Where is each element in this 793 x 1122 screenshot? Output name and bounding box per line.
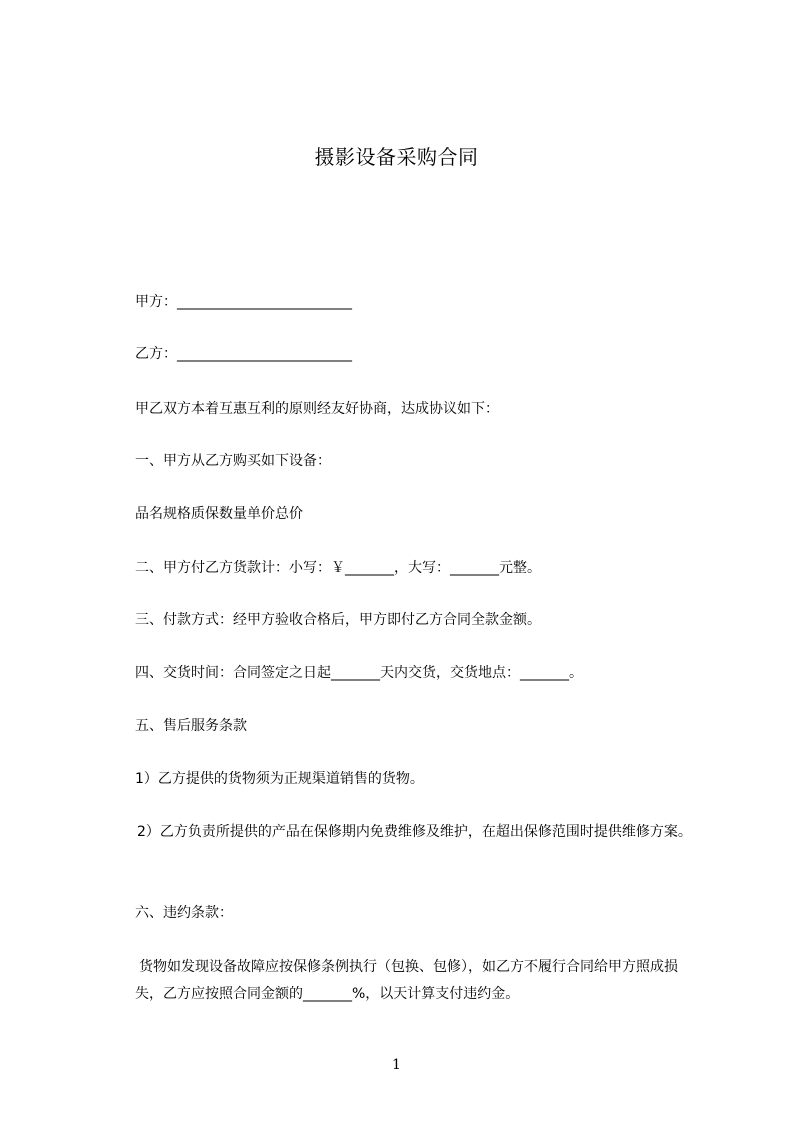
page-number: 1 [392, 1057, 401, 1073]
clause-5-item-2: 2）乙方负责所提供的产品在保修期内免费维修及维护，在超出保修范围时提供维修方案。 [137, 824, 692, 840]
party-b-line: 乙方：_________________________ [135, 346, 352, 362]
party-a-line: 甲方：_________________________ [135, 294, 352, 310]
clause-4-delivery: 四、交货时间：合同签定之日起_______天内交货，交货地点：_______。 [135, 665, 583, 681]
clause-1-heading: 一、甲方从乙方购买如下设备： [135, 453, 331, 469]
contract-title: 摄影设备采购合同 [314, 145, 479, 169]
clause-6-heading: 六、违约条款： [135, 905, 233, 921]
clause-5-item-1: 1）乙方提供的货物须为正规渠道销售的货物。 [135, 771, 424, 787]
clause-5-heading: 五、售后服务条款 [135, 718, 247, 734]
agreement-intro: 甲乙双方本着互惠互利的原则经友好协商，达成协议如下： [135, 401, 499, 417]
clause-3-payment-method: 三、付款方式：经甲方验收合格后，甲方即付乙方合同全款金额。 [135, 612, 541, 628]
equipment-table-header: 品名规格质保数量单价总价 [135, 506, 303, 522]
clause-6-body: 货物如发现设备故障应按保修条例执行（包换、包修），如乙方不履行合同给甲方照成损失，乙方应按照合同金额的_______%，以天计算支付违约金。 [135, 959, 678, 1002]
clause-2-payment-amount: 二、甲方付乙方货款计：小写：￥_______，大写：_______元整。 [135, 560, 541, 576]
